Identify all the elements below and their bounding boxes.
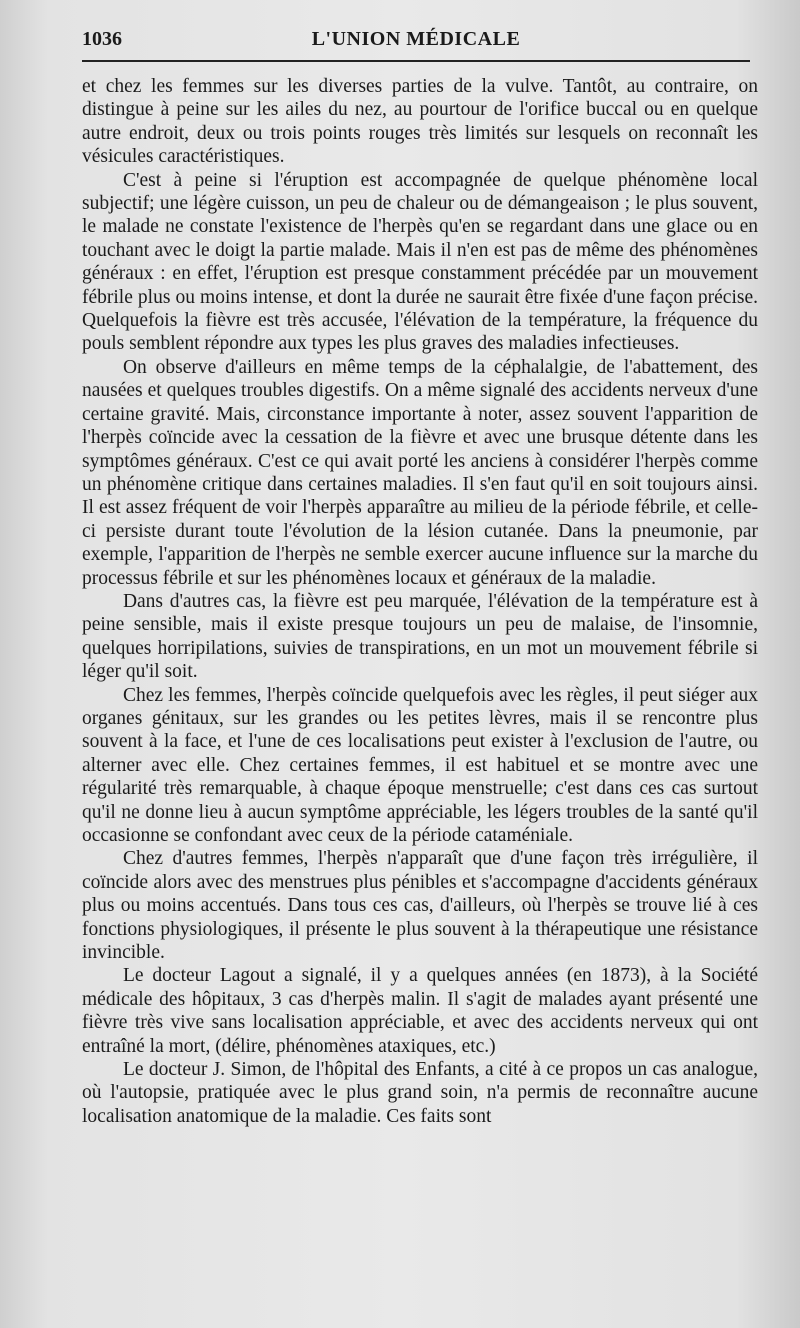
paragraph-eruption-symptoms: C'est à peine si l'éruption est accompagnée de quelque phénomène local subjectif; une légère cuisson, un peu de chaleur ou de démangeaison ; le plus souvent, le malade ne constate l'existence de l'herpès qu'en se regardant dans une glace ou en touchant avec le doigt la partie malade. Mais il n'en est pas de même des phénomènes généraux : en effet, l'éruption est presque constamment précédée par un mouvement fébrile plus ou moins intense, et dont la durée ne saurait être fixée d'une façon précise. Quelquefois la fièvre est très accusée, l'élévation de la température, la fréquence du pouls semblent répondre aux types les plus graves des maladies infectieuses. (82, 169, 758, 355)
paragraph-menstrual-herpes: Chez les femmes, l'herpès coïncide quelquefois avec les règles, il peut siéger aux organes génitaux, sur les grandes ou les petites lèvres, mais il se rencontre plus souvent à la face, et l'une de ces localisations peut exister à l'exclusion de l'autre, ou alterner avec elle. Chez certaines femmes, il est habituel et se montre avec une régularité très remarquable, à chaque époque menstruelle; c'est dans ces cas surtout qu'il ne donne lieu à aucun symptôme appréciable, les légers troubles de la santé qu'il occasionne se confondant avec ceux de la période cataméniale. (82, 684, 758, 846)
header-rule (82, 60, 750, 62)
paragraph-continuation: et chez les femmes sur les diverses parties de la vulve. Tantôt, au contraire, on distingue à peine sur les ailes du nez, au pourtour de l'orifice buccal ou en quelque autre endroit, deux ou trois points rouges très limités sur lesquels on reconnaît les vésicules caractéristiques. (82, 76, 758, 168)
page-number: 1036 (82, 28, 122, 50)
paragraph-irregular-herpes: Chez d'autres femmes, l'herpès n'apparaît que d'une façon très irrégulière, il coïncide alors avec des menstrues plus pénibles et s'accompagne d'accidents généraux plus ou moins accentués. Dans tous ces cas, d'ailleurs, où l'herpès se trouve lié à ces fonctions physiologiques, il présente le plus souvent à la thérapeutique une résistance invincible. (82, 848, 758, 964)
running-header (82, 28, 750, 58)
article-body (82, 75, 758, 1128)
paragraph-lagout: Le docteur Lagout a signalé, il y a quelques années (en 1873), à la Société médicale des hôpitaux, 3 cas d'herpès malin. Il s'agit de malades ayant présenté une fièvre très vive sans localisation appréciable, et avec des accidents nerveux qui ont entraîné la mort, (délire, phénomènes ataxiques, etc.) (82, 965, 758, 1057)
paragraph-mild-fever: Dans d'autres cas, la fièvre est peu marquée, l'élévation de la température est à peine sensible, mais il existe presque toujours un peu de malaise, de l'insomnie, quelques horripilations, suivies de transpirations, en un mot un mouvement fébrile si léger qu'il soit. (82, 590, 758, 683)
paragraph-simon: Le docteur J. Simon, de l'hôpital des Enfants, a cité à ce propos un cas analogue, où l'autopsie, pratiquée avec le plus grand soin, n'a permis de reconnaître aucune localisation anatomique de la maladie. Ces faits sont (82, 1059, 758, 1127)
paragraph-general-phenomena: On observe d'ailleurs en même temps de la céphalalgie, de l'abattement, des nausées et quelques troubles digestifs. On a même signalé des accidents nerveux d'une certaine gravité. Mais, circonstance importante à noter, assez souvent l'apparition de l'herpès coïncide avec la cessation de la fièvre et avec une brusque détente dans les symptômes généraux. C'est ce qui avait porté les anciens à considérer l'herpès comme un phénomène critique dans certaines maladies. Il s'en faut qu'il en soit toujours ainsi. Il est assez fréquent de voir l'herpès apparaître au milieu de la période fébrile, et celle-ci persiste durant toute l'évolution de la lésion cutanée. Dans la pneumonie, par exemple, l'apparition de l'herpès ne semble exercer aucune influence sur la marche du processus fébrile et sur les phénomènes locaux et généraux de la maladie. (82, 356, 758, 589)
journal-title: L'UNION MÉDICALE (311, 28, 521, 50)
